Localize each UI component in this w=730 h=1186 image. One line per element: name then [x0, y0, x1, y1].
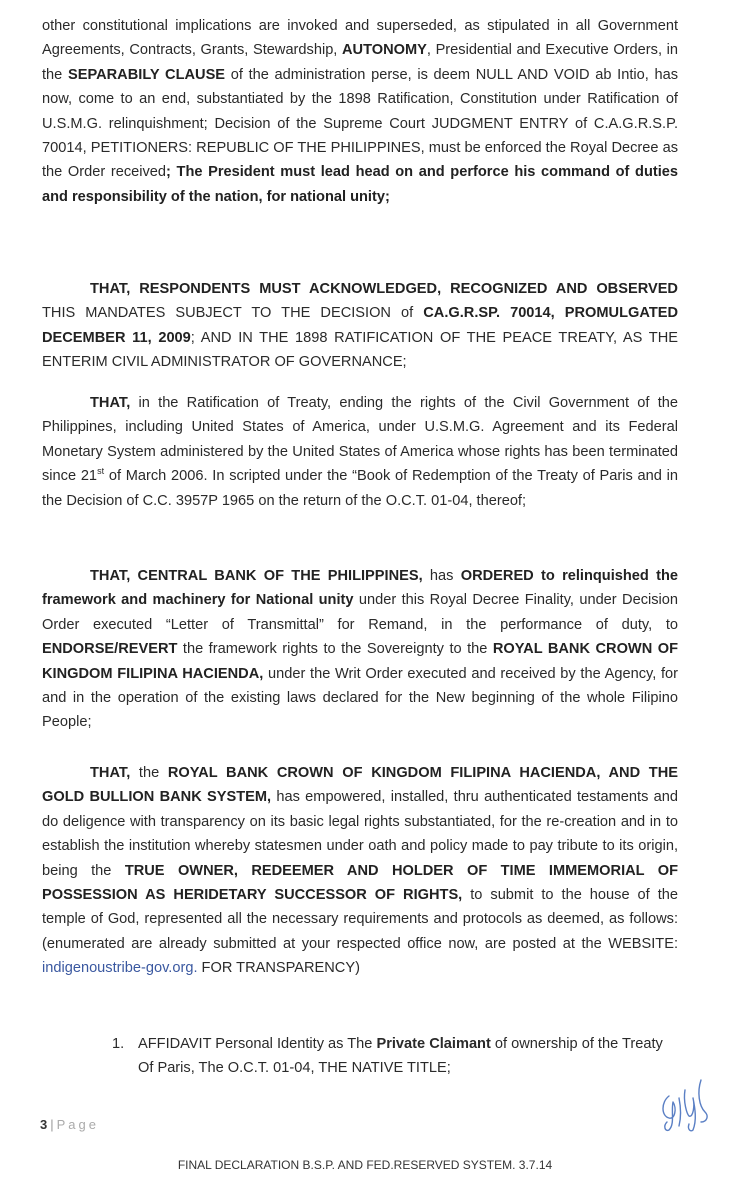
bold-run: SEPARABILY CLAUSE — [67, 66, 226, 83]
superscript: st — [97, 466, 105, 477]
page-number-footer — [40, 1117, 99, 1132]
text-run: under the Writ Order executed and received by the Agency, for and in the operation of the existing laws declared for the New beginning of the whole Filipino People; — [42, 665, 679, 731]
bold-run: Private Claimant — [376, 1036, 491, 1052]
list-item — [112, 1032, 678, 1081]
list-text — [112, 1032, 678, 1081]
text-run: of the administration perse, is deem NULL AND VOID ab Intio, has now, come to an end, substantiated by the 1898 Ratification, Constitution under Ratification of U.S.M.G. relinquishment; Decision of the Supreme Court JUDGMENT ENTRY of C.A.G.R.S.P. 70014, PETITIONERS: REPUBLIC OF THE PHILIPPINES, must be enforced the Royal Decree as the Order received — [42, 66, 678, 181]
text-run: AFFIDAVIT Personal Identity as The — [138, 1036, 377, 1052]
list-number: 1. — [112, 1036, 125, 1052]
text-run: the framework rights to the Sovereignty to the — [177, 641, 493, 658]
paragraph-continuation — [42, 14, 678, 209]
separator: | — [50, 1117, 54, 1132]
signature-initials — [655, 1072, 715, 1134]
bold-run: AUTONOMY — [342, 42, 427, 59]
text-run: the — [130, 765, 168, 781]
text-run: in the Ratification of Treaty, ending the rights of the Civil Government of the Philippines, including United States of America, under U.S.M.G. Agreement and its Federal Monetary System administered by the United States of America whose rights has been terminated since 21 — [42, 395, 678, 485]
text-run: has empowered, installed, thru authenticated testaments and do deligence with transparency on its basic legal rights substantiated, for the re-creation and in to establish the institution whereby statesmen under oath and policy made to pay tribute to its origin, being the — [42, 789, 678, 879]
text-run: has — [422, 568, 461, 584]
text-run: under this Royal Decree Finality, under Decision Order executed “Letter of Transmittal” for Remand, in the performance of duty, to — [42, 592, 679, 633]
bold-run: MUST ACKNOWLEDGED, RECOGNIZED AND OBSERVED — [250, 281, 678, 297]
paragraph-respondents — [42, 277, 678, 375]
text-run: of March 2006. In scripted under the “Book of Redemption of the Treaty of Paris and in the Decision of C.C. 3957P 1965 on the return of the O.C.T. 01-04, thereof; — [42, 468, 678, 509]
bold-run: ENDORSE/REVERT — [42, 641, 178, 658]
bold-run: THAT, — [90, 395, 131, 411]
paragraph-central-bank — [42, 564, 678, 735]
bold-run: THAT, — [90, 765, 131, 781]
text-run: ; AND IN THE 1898 RATIFICATION OF THE PEACE TREATY, AS THE ENTERIM CIVIL ADMINISTRATOR OF GOVERNANCE; — [42, 329, 678, 371]
bold-run: THAT, CENTRAL BANK OF THE PHILIPPINES, — [90, 568, 423, 584]
page-number: 3 — [40, 1117, 48, 1132]
bold-run: THAT, — [90, 281, 140, 297]
paragraph-royal-bank — [42, 761, 678, 981]
text-run: of ownership of the Treaty Of Paris, The O.C.T. 01-04, THE NATIVE TITLE; — [138, 1036, 663, 1077]
text-run: , Presidential and Executive Orders, in the — [42, 42, 678, 83]
highlight-run: RESPONDENTS — [139, 281, 251, 297]
text-run: THIS MANDATES SUBJECT TO THE DECISION of — [42, 305, 424, 322]
text-run: to submit to the house of the temple of God, represented all the necessary requirements and protocols as deemed, as follows: (enumerated are already submitted at your respected office now, are posted at the WEBSITE: — [42, 887, 678, 952]
bold-run: ROYAL BANK CROWN OF KINGDOM FILIPINA HACIENDA, — [42, 641, 678, 682]
bold-run: TRUE OWNER, REDEEMER AND HOLDER OF TIME IMMEMORIAL OF POSSESSION AS HERIDETARY SUCCESSOR OF RIGHTS, — [42, 862, 678, 904]
text-run: FOR TRANSPARENCY) — [197, 960, 360, 977]
bold-run: ROYAL BANK CROWN OF KINGDOM FILIPINA HACIENDA, AND THE GOLD BULLION BANK SYSTEM, — [42, 765, 678, 806]
bold-run: ; The President must lead head on and perforce his command of duties and responsibility of the nation, for national unity; — [42, 164, 678, 205]
page-word: Page — [56, 1117, 99, 1132]
paragraph-ratification — [42, 391, 678, 513]
bold-run: CA.G.R.SP. 70014, PROMULGATED DECEMBER 11, 2009 — [42, 305, 679, 346]
website-link[interactable]: indigenoustribe-gov.org. — [42, 960, 198, 977]
bold-run: ORDERED to relinquished the framework and machinery for National unity — [42, 568, 679, 609]
footer-title: FINAL DECLARATION B.S.P. AND FED.RESERVED SYSTEM. 3.7.14 — [177, 1158, 553, 1172]
text-run: other constitutional implications are invoked and superseded, as stipulated in all Government Agreements, Contracts, Grants, Stewardship, — [42, 18, 678, 59]
